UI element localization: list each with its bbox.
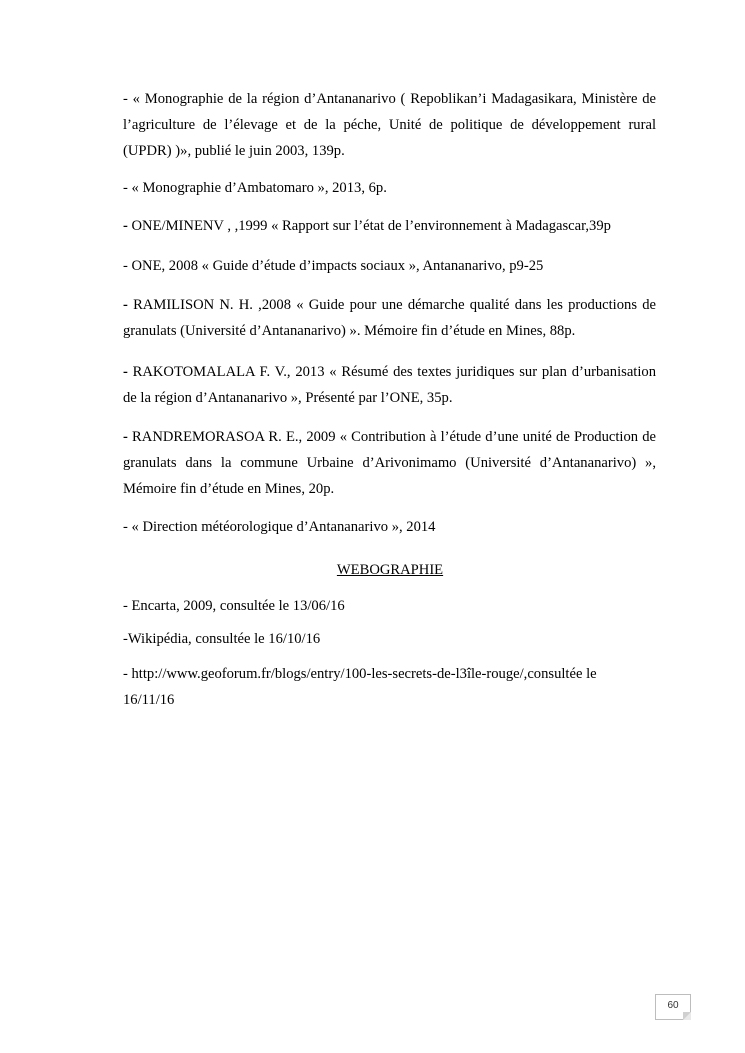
bibliography-entry: - RANDREMORASOA R. E., 2009 « Contribution à l’étude d’une unité de Production de granulats dans la commune Urbaine d’Arivonimamo (Université d’Antananarivo) », Mémoire fin d’étude en Mines, 20p.	[123, 429, 656, 497]
page-number: 60	[655, 994, 691, 1020]
bibliography-entry: - RAKOTOMALALA F. V., 2013 « Résumé des textes juridiques sur plan d’urbanisation de la région d’Antananarivo », Présenté par l’ONE, 35p.	[123, 364, 656, 406]
bibliography-entry: - RAMILISON N. H. ,2008 « Guide pour une démarche qualité dans les productions de granulats (Université d’Antananarivo) ». Mémoire fin d’étude en Mines, 88p.	[123, 297, 656, 339]
bibliography-entry: - « Monographie de la région d’Antananarivo ( Repoblikan’i Madagasikara, Ministère de l’agriculture de l’élevage et de la péche, Unité de politique de développement rural (UPDR) )», publié le juin 2003, 139p.	[123, 91, 656, 159]
bibliography-entry: - « Direction météorologique d’Antananarivo », 2014	[123, 519, 436, 535]
bibliography-entry: - ONE/MINENV , ,1999 « Rapport sur l’état de l’environnement à Madagascar,39p	[123, 218, 611, 234]
webography-entry: - http://www.geoforum.fr/blogs/entry/100-les-secrets-de-l3île-rouge/,consultée le 16/11/16	[123, 666, 597, 708]
webography-title: WEBOGRAPHIE	[336, 562, 444, 578]
webography-entry: - Encarta, 2009, consultée le 13/06/16	[123, 598, 345, 614]
bibliography-entry: - ONE, 2008 « Guide d’étude d’impacts sociaux », Antananarivo, p9-25	[123, 258, 544, 274]
bibliography-entry: - « Monographie d’Ambatomaro », 2013, 6p.	[123, 180, 387, 196]
webography-entry: -Wikipédia, consultée le 16/10/16	[123, 631, 321, 647]
